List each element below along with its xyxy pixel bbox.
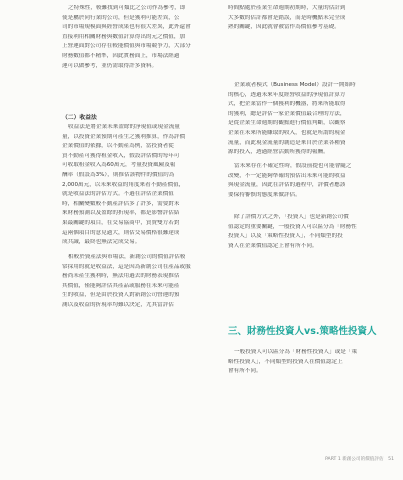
text-line: 上營運面對公司存在較能價值與市場競爭力，大部分 xyxy=(62,43,191,50)
text-line: 這兩個項目的意見過大，則估交易價格很難達成 xyxy=(62,229,180,236)
text-line: 大多數的估計都會是錯誤，而是時機點未完全成 xyxy=(228,14,346,21)
text-line: 時，相關變數較不動產評估多了許多，需要對未 xyxy=(62,200,180,207)
text-line: 改變，不一定能夠準確的預估出未來可能的收益 xyxy=(228,172,346,179)
text-line: 可收取租金收入為60萬元，考量投資風險及報 xyxy=(62,162,176,169)
text-line: 是從企業生命週期的觀點進行價值判斷，以觀察 xyxy=(228,120,346,127)
section-heading: 三、財務性投資人vs.策略性投資人 xyxy=(228,326,377,337)
text-line: 測以及收益的折現率均難以決定，尤其當評估 xyxy=(62,302,174,308)
text-line: 會有所不同。 xyxy=(228,368,262,375)
text-line: 酬率（假設為3%），則推估該物件的價值約為 xyxy=(62,172,175,178)
text-line: 與現金流量，因此在評估的過程中，評價者應該 xyxy=(228,182,346,189)
text-line: 式，把企業當作一個獲利的機器，將來所能取得 xyxy=(228,101,346,108)
text-line: 直接利用相關財務與數值計算得出的元之價值，加 xyxy=(62,33,186,40)
text-line: 的核心，透過未來年度經營收益的淨現值計算方 xyxy=(228,91,346,98)
text-line: 企業在未來所能賺取的收入，也就是所謂的現金 xyxy=(228,130,346,136)
text-line: 一般投資人可以區分為「財務性投資人」或是「策 xyxy=(234,349,358,355)
text-line: 司的市場規模面與經營成果也有很大差異，此外還會 xyxy=(62,24,191,31)
text-line: 果最關鍵的項目，在交易協商中，買賣雙方若對 xyxy=(62,220,180,226)
text-line: 當未來存在不確定性時，假設前提也可能會隨之 xyxy=(234,163,352,169)
text-line: 運可以做參考，並仍需取得許多資料。 xyxy=(62,62,158,69)
text-line: 時間點處於產業生命週期初期時，大量的估計到 xyxy=(228,5,346,11)
text-line: 企業或者模式（Business Model）設計一開始時 xyxy=(234,82,356,88)
text-line: 流量，而此現金流量的創造是來自於企業各種資 xyxy=(228,139,346,146)
text-line: 源的投入，透過經營活動所獲得的報酬。 xyxy=(228,149,329,156)
text-line: 投資人」以及「策略性投資人」，不同類型的投 xyxy=(228,233,343,240)
text-line: 買不動產可獲得租金收入，假設評估價的每年可 xyxy=(62,152,180,159)
text-line: 量，以投資企業預期可產生之獲利推算，作為評價 xyxy=(62,133,186,140)
text-line: 收益法是將企業未來盈餘的淨現值或現金流量 xyxy=(68,124,180,130)
text-line: 略性投資人」，不同類型的投資人在價值認定上 xyxy=(228,358,343,365)
text-line: 務尚未產生獲利時，無法用過去的財務表現推估 xyxy=(62,273,180,280)
text-line: 財務數值都不精準，因此實務面上，市場法經過 xyxy=(62,53,180,59)
text-line: 資人在企業價值認定上會有所不同。 xyxy=(228,242,318,249)
text-line: 企業價值的依據，以不動產為例，當投資者從 xyxy=(62,143,174,150)
text-line: 的獲利，總是評估一家企業價值最合理的方法， xyxy=(228,110,346,117)
text-line: 值認定的重要關鍵，一般投資人可以區分為「財務性 xyxy=(228,223,357,230)
text-line: 就是收益法的評估方式。不過在評估企業價值 xyxy=(62,191,174,198)
text-line: 相較於資產法與市場法，新創公司的價值評估較 xyxy=(68,254,186,260)
subheading-income-approach: （二）收益法 xyxy=(62,115,97,121)
text-line: 之特殊性，較難找到可類比之公司作為參考，即 xyxy=(68,5,186,11)
text-line: 2,000萬元，以未來收益的角度來看不動產價值， xyxy=(62,181,185,188)
text-line: 使是屬於同行業的公司，但是獲利可能差異，公 xyxy=(62,14,180,21)
text-line: 除了評價方式之外，「投資人」也是新創公司價 xyxy=(234,214,349,220)
page-footer: PART 1 新創公司的價值評估 51 xyxy=(325,457,394,462)
text-line: 要保持審慎的態度來做評估。 xyxy=(228,191,301,198)
text-line: 其價值，僅能夠評估其產品或服務在未來可能產 xyxy=(62,282,180,289)
text-line: 生的收益，但是由於投資人對新創公司營運的預 xyxy=(62,292,180,299)
text-line: 來財務預測以及盈餘的折現率，都是影響評估結 xyxy=(62,210,180,217)
text-line: 熟的關鍵，因此就會被當作為價值參考基礎。 xyxy=(228,24,340,31)
text-line: 成共識，最終也無法完成交易。 xyxy=(62,239,141,246)
text-line: 常採用的就是收益法，這是因為新創公司在產品或服 xyxy=(62,263,191,270)
